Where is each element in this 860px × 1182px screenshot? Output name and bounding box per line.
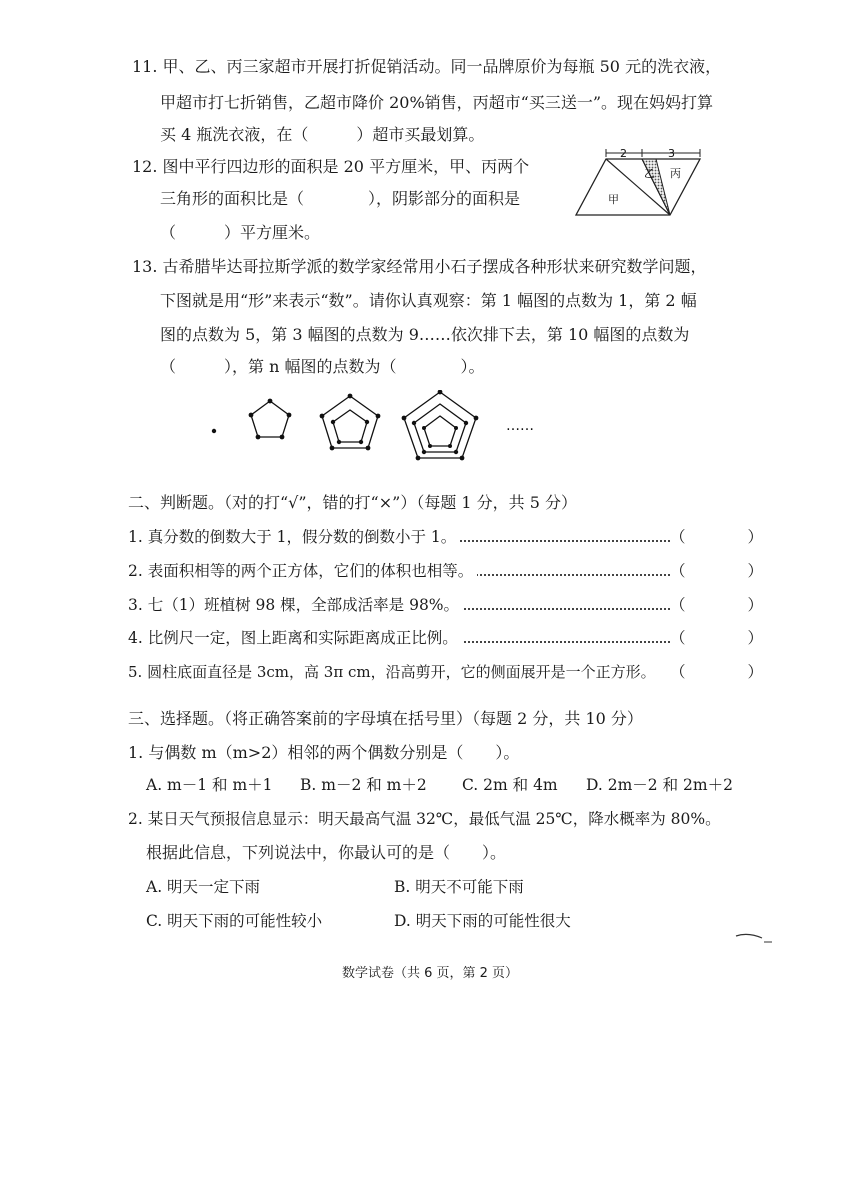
judge-item-5-answer[interactable]: （ ） [670, 663, 764, 681]
choice-q2-stem-1: 2. 某日天气预报信息显示：明天最高气温 32℃，最低气温 25℃，降水概率为 80%。 [128, 810, 721, 828]
q13-line-3: 图的点数为 5，第 3 幅图的点数为 9……依次排下去，第 10 幅图的点数为 [160, 325, 690, 344]
judge-item-5 [128, 661, 764, 683]
choice-q2-option-d[interactable]: D. 明天下雨的可能性很大 [394, 912, 571, 930]
label-bing: 丙 [670, 167, 681, 180]
judge-item-1-answer[interactable]: （ ） [670, 528, 764, 546]
q11-line-2: 甲超市打七折销售，乙超市降价 20%销售，丙超市“买三送一”。现在妈妈打算 [160, 93, 714, 112]
figure-2-pentagon [251, 401, 289, 437]
choice-q1-option-a[interactable]: A. m－1 和 m＋1 [146, 776, 273, 794]
q12-line-1: 12. 图中平行四边形的面积是 20 平方厘米，甲、丙两个 [132, 157, 530, 176]
q12-line-2: 三角形的面积比是（ ），阴影部分的面积是 [160, 189, 521, 208]
q13-line-1: 13. 古希腊毕达哥拉斯学派的数学家经常用小石子摆成各种形状来研究数学问题， [132, 257, 707, 276]
figure-1-dot [212, 429, 216, 433]
judge-item-4-answer[interactable]: （ ） [670, 629, 764, 647]
choice-q1-option-d[interactable]: D. 2m－2 和 2m＋2 [586, 776, 733, 794]
choice-section-heading: 三、选择题。（将正确答案前的字母填在括号里）（每题 2 分，共 10 分） [128, 709, 643, 728]
judge-item-2-answer[interactable]: （ ） [670, 562, 764, 580]
choice-q2-option-c[interactable]: C. 明天下雨的可能性较小 [146, 912, 323, 930]
choice-q1-option-b[interactable]: B. m－2 和 m＋2 [300, 776, 427, 794]
judge-item-4-text: 4. 比例尺一定，图上距离和实际距离成正比例。 [128, 627, 462, 649]
q13-line-2: 下图就是用“形”来表示“数”。请你认真观察：第 1 幅图的点数为 1，第 2 幅 [160, 291, 697, 310]
judge-item-1-text: 1. 真分数的倒数大于 1，假分数的倒数小于 1。 [128, 526, 460, 548]
judge-item-3 [128, 594, 764, 616]
judge-item-5-text: 5. 圆柱底面直径是 3cm，高 3π cm，沿高剪开，它的侧面展开是一个正方形。 [128, 661, 660, 683]
pentagon-dot-figures [200, 390, 560, 470]
choice-q1-stem: 1. 与偶数 m（m>2）相邻的两个偶数分别是（ ）。 [128, 743, 520, 762]
q11-line-1: 11. 甲、乙、丙三家超市开展打折促销活动。同一品牌原价为每瓶 50 元的洗衣液， [132, 57, 722, 76]
choice-q1-option-c[interactable]: C. 2m 和 4m [462, 776, 558, 794]
judge-item-4 [128, 627, 764, 649]
figure-ellipsis: …… [506, 418, 534, 434]
judge-section-heading: 二、判断题。（对的打“√”，错的打“×”）（每题 1 分，共 5 分） [128, 493, 578, 512]
label-yi: 乙 [644, 167, 655, 180]
q13-line-4: （ ），第 n 幅图的点数为（ ）。 [160, 357, 485, 376]
dim-label-right: 3 [668, 147, 675, 160]
page-footer: 数学试卷（共 6 页，第 2 页） [341, 966, 519, 981]
choice-q2-stem-2: 根据此信息，下列说法中，你最认可的是（ ）。 [146, 843, 507, 862]
figure-3-pentagons [322, 396, 378, 448]
label-jia: 甲 [608, 193, 619, 206]
choice-q2-option-a[interactable]: A. 明天一定下雨 [146, 878, 261, 896]
pen-mark [734, 930, 774, 944]
q11-line-3: 买 4 瓶洗衣液，在（ ）超市买最划算。 [160, 125, 485, 144]
choice-q2-option-b[interactable]: B. 明天不可能下雨 [394, 878, 524, 896]
judge-item-2 [128, 560, 764, 582]
dim-label-left: 2 [620, 147, 627, 160]
judge-item-3-answer[interactable]: （ ） [670, 596, 764, 614]
judge-item-1 [128, 526, 764, 548]
judge-item-3-text: 3. 七（1）班植树 98 棵，全部成活率是 98%。 [128, 594, 463, 616]
judge-item-2-text: 2. 表面积相等的两个正方体，它们的体积也相等。 [128, 560, 477, 582]
parallelogram-figure [570, 145, 720, 223]
q12-line-3: （ ）平方厘米。 [160, 223, 321, 242]
